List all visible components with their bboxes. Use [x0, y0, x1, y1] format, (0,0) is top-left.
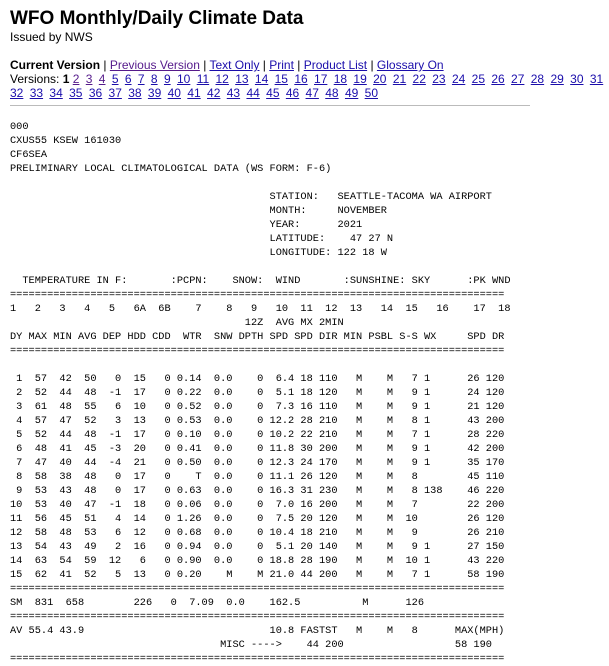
version-link[interactable]: 20: [373, 72, 387, 86]
version-link[interactable]: 8: [150, 72, 158, 86]
version-link[interactable]: 45: [266, 86, 280, 100]
print-link[interactable]: Print: [269, 58, 294, 72]
version-link[interactable]: 12: [215, 72, 229, 86]
version-link[interactable]: 38: [128, 86, 142, 100]
version-link[interactable]: 5: [111, 72, 119, 86]
version-link[interactable]: 25: [471, 72, 485, 86]
issued-by: Issued by NWS: [10, 30, 93, 44]
version-link[interactable]: 4: [98, 72, 106, 86]
nav-bar: Current Version | Previous Version | Text Only | Print | Product List | Glossary On: [10, 58, 444, 72]
version-link[interactable]: 23: [432, 72, 446, 86]
version-link[interactable]: 13: [235, 72, 249, 86]
version-link[interactable]: 44: [246, 86, 260, 100]
version-link[interactable]: 46: [285, 86, 300, 100]
version-link[interactable]: 16: [294, 72, 308, 86]
version-link[interactable]: 3: [85, 72, 93, 86]
version-link[interactable]: 40: [167, 86, 181, 100]
version-link[interactable]: 49: [344, 86, 359, 100]
version-link[interactable]: 48: [325, 86, 339, 100]
previous-version-link[interactable]: Previous Version: [109, 58, 200, 72]
version-link[interactable]: 41: [187, 86, 201, 100]
versions-list: [10, 72, 609, 100]
climate-product-text: 000 CXUS55 KSEW 161030 CF6SEA PRELIMINARY LOCAL CLIMATOLOGICAL DATA (WS FORM: F-6) STATION: SEATTLE-TACOMA WA AIRPORT MONTH: NOVEMBER YEAR: 2021 LATITUDE: 47 27 N LONGITUDE: 122 18 W TEMPERATURE IN F: :PCPN: SNOW: WIND :SUNSHINE: SKY :PK WND ================================================================================ 1 2 3 4 5 6A 6B 7 8 9 10 11 12 13 14 15 16 17 18 12Z AVG MX 2MIN DY MAX MIN AVG DEP HDD CDD WTR SNW DPTH SPD SPD DIR MIN PSBL S-S WX SPD DR ================================================================================ 1 57 42 50 0 15 0 0.14 0.0 0 6.4 18 110 M M 7 1 26 120 2 52 44 48 -1 17 0 0.22 0.0 0 5.1 18 120 M M 9 1 24 120 3 61 48 55 6 10 0 0.52 0.0 0 7.3 16 110 M M 9 1 21 120 4 57 47 52 3 13 0 0.53 0.0 0 12.2 28 210 M M 8 1 43 200 5 52 44 48 -1 17 0 0.10 0.0 0 10.2 22 210 M M 7 1 28 220 6 48 41 45 -3 20 0 0.41 0.0 0 11.8 30 200 M M 9 1 42 200 7 47 40 44 -4 21 0 0.50 0.0 0 12.3 24 170 M M 9 1 35 170 8 58 38 48 0 17 0 T 0.0 0 11.1 26 120 M M 8 45 110 9 53 43 48 0 17 0 0.63 0.0 0 16.3 31 230 M M 8 138 46 220 10 53 40 47 -1 18 0 0.06 0.0 0 7.0 16 200 M M 7 22 200 11 56 45 51 4 14 0 1.26 0.0 0 7.5 20 120 M M 10 26 120 12 58 48 53 6 12 0 0.68 0.0 0 10.4 18 210 M M 9 26 210 13 54 43 49 2 16 0 0.94 0.0 0 5.1 20 140 M M 9 1 27 150 14 63 54 59 12 6 0 0.90 0.0 0 18.8 28 190 M M 10 1 43 220 15 62 41 52 5 13 0 0.20 M M 21.0 44 200 M M 7 1 58 190 ================================================================================ SM 831 658 226 0 7.09 0.0 162.5 M 126 ================================================================================ AV 55.4 43.9 10.8 FASTST M M 8 MAX(MPH) MISC ----> 44 200 58 190 ================================================================================: [10, 121, 511, 665]
current-version-number: 1: [62, 72, 70, 86]
page-title: WFO Monthly/Daily Climate Data: [10, 8, 304, 29]
text-only-link[interactable]: Text Only: [209, 58, 260, 72]
version-link[interactable]: 33: [29, 86, 44, 100]
version-link[interactable]: 50: [364, 86, 379, 100]
version-link[interactable]: 19: [353, 72, 367, 86]
version-link[interactable]: 24: [451, 72, 466, 86]
version-link[interactable]: 21: [392, 72, 407, 86]
version-link[interactable]: 36: [88, 86, 103, 100]
product-list-link[interactable]: Product List: [303, 58, 368, 72]
version-link[interactable]: 7: [137, 72, 145, 86]
version-link[interactable]: 43: [226, 86, 241, 100]
divider: [10, 105, 530, 106]
version-link[interactable]: 9: [163, 72, 171, 86]
version-link[interactable]: 42: [207, 86, 221, 100]
version-link[interactable]: 15: [274, 72, 288, 86]
version-link[interactable]: 35: [69, 86, 83, 100]
version-link[interactable]: 26: [491, 72, 505, 86]
version-link[interactable]: 47: [305, 86, 319, 100]
version-link[interactable]: 32: [10, 86, 24, 100]
version-link[interactable]: 34: [49, 86, 63, 100]
version-link[interactable]: 31: [589, 72, 604, 86]
version-link[interactable]: 29: [550, 72, 564, 86]
version-link[interactable]: 22: [412, 72, 426, 86]
version-link[interactable]: 18: [333, 72, 348, 86]
version-link[interactable]: 6: [124, 72, 132, 86]
version-link[interactable]: 28: [530, 72, 545, 86]
versions-label: Versions:: [10, 72, 60, 86]
version-link[interactable]: 2: [72, 72, 80, 86]
version-link[interactable]: 10: [176, 72, 191, 86]
current-version-label: Current Version: [10, 58, 101, 72]
version-link[interactable]: 30: [570, 72, 584, 86]
version-link[interactable]: 11: [196, 72, 210, 86]
version-link[interactable]: 17: [314, 72, 328, 86]
version-link[interactable]: 27: [511, 72, 525, 86]
version-link[interactable]: 14: [254, 72, 269, 86]
version-link[interactable]: 37: [108, 86, 122, 100]
version-link[interactable]: 39: [147, 86, 162, 100]
glossary-on-link[interactable]: Glossary On: [376, 58, 444, 72]
